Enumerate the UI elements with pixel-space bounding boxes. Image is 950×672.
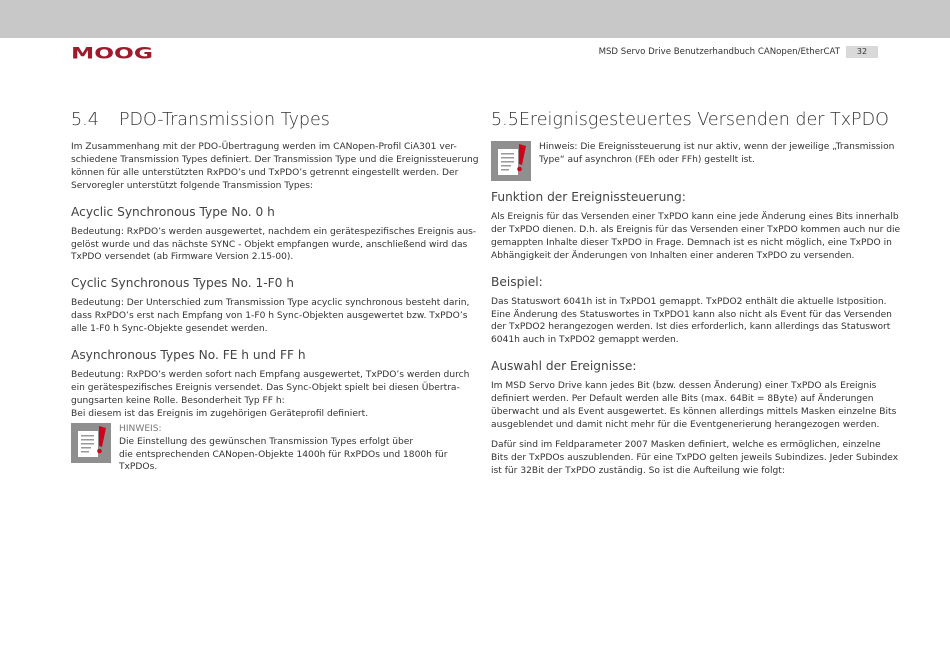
- text-line: Servoregler unterstützt folgende Transmission Types:: [71, 180, 313, 191]
- subheading-function: Funktion der Ereignissteuerung:: [491, 190, 686, 204]
- note-text: [119, 423, 457, 475]
- subheading-asynchronous: Asynchronous Types No. FE h und FF h: [71, 348, 306, 363]
- logo-text: MOOG: [71, 45, 153, 61]
- text-line: Bits der TxPDOs auszublenden. Für eine TxPDO gelten jeweils Subindizes. Jeder Subindex: [491, 452, 899, 463]
- text-line: gemappten Inhalte dieser TxPDO in Frage. Demnach ist es nicht möglich, eine TxPDO in: [491, 237, 892, 248]
- note-box: [71, 423, 457, 475]
- text-line: TxPDOs.: [119, 462, 158, 473]
- section-title: Ereignisgesteuertes Versenden der TxPDO: [518, 110, 889, 130]
- asynchronous-paragraph: [71, 369, 470, 421]
- text-line: der TxPDO2 herangezogen werden. Ist dies erforderlich, kann allerdings das Statuswort: [491, 322, 891, 333]
- cyclic-paragraph: [71, 297, 470, 336]
- text-line: TxPDO versendet (ab Firmware Version 2.15-00).: [71, 252, 294, 263]
- text-line: Bedeutung: RxPDO’s werden sofort nach Empfang ausgewertet, TxPDO’s werden durch: [71, 370, 470, 381]
- top-bar: [0, 0, 950, 38]
- text-line: gungsarten keine Rolle. Besonderheit Typ FF h:: [71, 395, 285, 406]
- text-line: der TxPDO dienen. D.h. als Ereignis für das Versenden einer TxPDO kommen auch nur die: [491, 224, 901, 235]
- left-column: [71, 108, 479, 474]
- note-document-icon: [71, 423, 111, 463]
- section-heading-5-5: [491, 108, 889, 132]
- text-line: dass RxPDO’s erst nach Empfang von 1-F0 h Sync-Objekten ausgewertet bzw. TxPDO’s: [71, 311, 468, 322]
- page-number: 32: [846, 46, 878, 58]
- text-line: überwacht und als Event ausgewertet. Es können allerdings mittels Masken einzelne Bits: [491, 407, 897, 418]
- text-line: Abhängigkeit der Änderungen von Inhalten einer anderen TxPDO zu versenden.: [491, 250, 855, 261]
- mask-paragraph: [491, 439, 899, 478]
- text-line: Hinweis: Die Ereignissteuerung ist nur aktiv, wenn der jeweilige „Transmission: [539, 142, 895, 152]
- selection-paragraph: [491, 380, 897, 432]
- text-line: alle 1-F0 h Sync-Objekte gesendet werden.: [71, 324, 268, 335]
- note-label: HINWEIS:: [119, 423, 162, 434]
- text-line: Als Ereignis für das Versenden einer TxPDO kann eine jede Änderung eines Bits innerhalb: [491, 212, 899, 222]
- moog-logo: [71, 45, 153, 61]
- text-line: Die Einstellung des gewünschen Transmission Types erfolgt über: [119, 436, 414, 447]
- text-line: Im MSD Servo Drive kann jedes Bit (bzw. dessen Änderung) einer TxPDO als Ereignis: [491, 381, 877, 392]
- note-text: [539, 141, 894, 167]
- section-number: 5.4: [71, 110, 99, 130]
- right-column: [491, 108, 901, 478]
- section-title: PDO-Transmission Types: [119, 110, 330, 130]
- subheading-cyclic: Cyclic Synchronous Types No. 1-F0 h: [71, 276, 295, 291]
- text-line: Das Statuswort 6041h ist in TxPDO1 gemappt. TxPDO2 enthält die aktuelle Istposition.: [491, 296, 887, 307]
- document-title: MSD Servo Drive Benutzerhandbuch CANopen/EtherCAT: [598, 47, 840, 57]
- text-line: gelöst wurde und das nächste SYNC - Objekt empfangen wurde, anschließend wird das: [71, 239, 468, 250]
- note-document-icon: [491, 141, 531, 181]
- section-heading-5-4: [71, 108, 457, 132]
- section-number: 5.5: [491, 110, 519, 130]
- text-line: Bedeutung: Der Unterschied zum Transmission Type acyclic synchronous besteht darin,: [71, 298, 470, 309]
- text-line: definiert werden. Per Default werden alle Bits (max. 64Bit = 8Byte) auf Änderungen: [491, 394, 874, 405]
- subheading-acyclic: Acyclic Synchronous Type No. 0 h: [71, 204, 275, 219]
- text-line: schiedene Transmission Types definiert. Der Transmission Type und die Ereignissteuerung: [71, 154, 479, 165]
- function-paragraph: [491, 211, 901, 263]
- text-line: Eine Änderung des Statuswortes in TxPDO1 kann also nicht als Event für das Versenden: [491, 309, 892, 320]
- note-box: [491, 141, 895, 181]
- example-paragraph: [491, 296, 892, 348]
- text-line: Type“ auf asynchron (FEh oder FFh) gestellt ist.: [539, 154, 755, 165]
- intro-paragraph: [71, 141, 479, 193]
- text-line: 6041h auch in TxPDO2 gemappt werden.: [491, 335, 679, 346]
- text-line: Dafür sind im Feldparameter 2007 Masken definiert, welche es ermöglichen, einzelne: [491, 439, 881, 450]
- text-line: können für alle unterstützten RxPDO’s und TxPDO’s getrennt eingestellt werden. Der: [71, 167, 459, 178]
- text-line: Bei diesem ist das Ereignis im zugehörigen Geräteprofil definiert.: [71, 408, 369, 419]
- text-line: ausgeblendet und damit nicht mehr für die Eventgenerierung herangezogen werden.: [491, 419, 880, 430]
- subheading-example: Beispiel:: [491, 274, 543, 289]
- text-line: Bedeutung: RxPDO’s werden ausgewertet, nachdem ein gerätespezifisches Ereignis aus-: [71, 226, 477, 237]
- text-line: ein gerätespezifisches Ereignis versendet. Das Sync-Objekt spielt bei diesen Übertra-: [71, 382, 460, 393]
- acyclic-paragraph: [71, 226, 477, 265]
- text-line: Im Zusammenhang mit der PDO-Übertragung werden im CANopen-Profil CiA301 ver-: [71, 142, 457, 152]
- text-line: die entsprechenden CANopen-Objekte 1400h für RxPDOs und 1800h für: [119, 449, 448, 460]
- subheading-selection: Auswahl der Ereignisse:: [491, 359, 637, 374]
- text-line: ist für 32Bit der TxPDO zuständig. So ist die Aufteilung wie folgt:: [491, 465, 785, 476]
